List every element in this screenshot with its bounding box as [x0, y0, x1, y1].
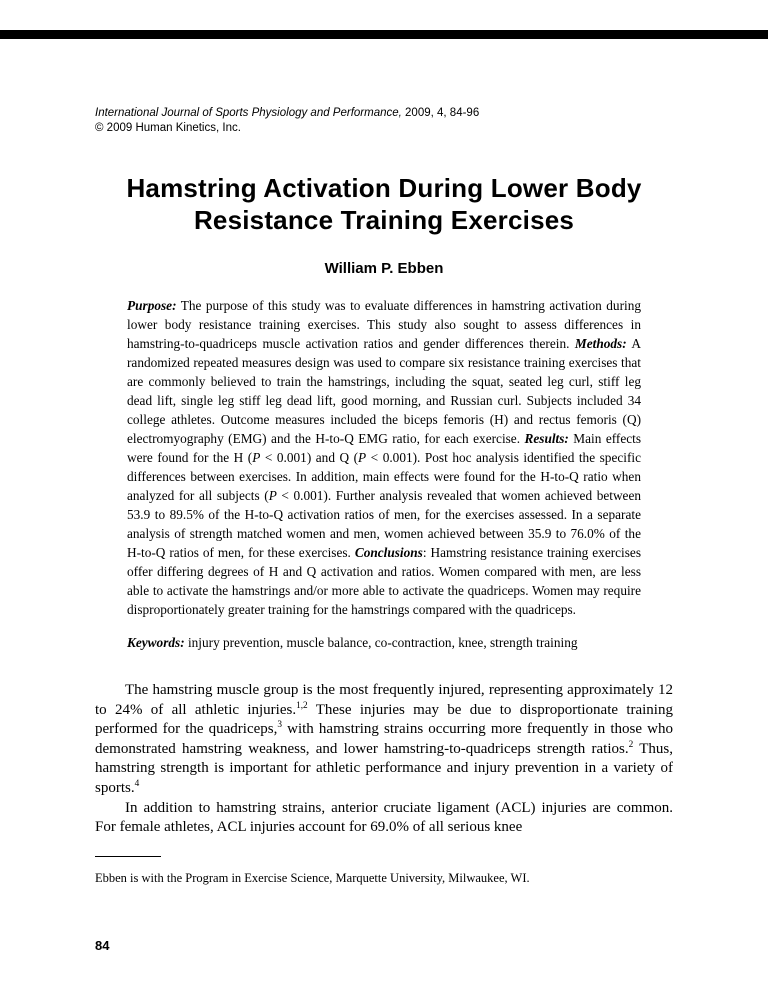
- keywords-line: Keywords: injury prevention, muscle balance, co-contraction, knee, strength training: [127, 635, 578, 650]
- footnote-text: Ebben is with the Program in Exercise Science, Marquette University, Milwaukee, WI.: [95, 871, 530, 885]
- journal-citation: International Journal of Sports Physiology and Performance, 2009, 4, 84-96: [95, 107, 480, 119]
- paper-title-line2: Resistance Training Exercises: [193, 205, 575, 235]
- page-number: 84: [95, 938, 110, 953]
- journal-header: [95, 106, 673, 136]
- copyright-line: © 2009 Human Kinetics, Inc.: [95, 122, 241, 134]
- paper-title: [0, 172, 768, 236]
- body-text: [95, 681, 673, 838]
- author-affiliation-footnote: [95, 856, 673, 886]
- body-paragraph-2: In addition to hamstring strains, anterior cruciate ligament (ACL) injuries are common. For female athletes, ACL injuries account for 69.0% of all serious knee: [95, 799, 673, 836]
- footnote-divider: [95, 856, 161, 857]
- author-name: William P. Ebben: [324, 260, 444, 277]
- abstract-section: [127, 296, 641, 652]
- abstract-paragraph: Purpose: The purpose of this study was to evaluate differences in hamstring activation during lower body resistance training exercises. This study also sought to assess differences in hamstring-to-quadriceps muscle activation ratios and gender differences therein. Methods: A randomized repeated measures design was used to compare six resistance training exercises that are commonly believed to train the hamstrings, including the squat, seated leg curl, stiff leg dead lift, single leg stiff leg dead lift, good morning, and Russian curl. Subjects included 34 college athletes. Outcome measures included the biceps femoris (H) and rectus femoris (Q) electromyography (EMG) and the H-to-Q EMG ratio, for each exercise. Results: Main effects were found for the H (P < 0.001) and Q (P < 0.001). Post hoc analysis identified the specific differences between exercises. In addition, main effects were found for the H-to-Q ratio when analyzed for all subjects (P < 0.001). Further analysis revealed that women achieved between 53.9 to 89.5% of the H-to-Q activation ratios of men, for the exercises assessed. In a separate analysis of strength matched women and men, women achieved between 35.9 to 76.0% of the H-to-Q ratios of men, for these exercises. Conclusions: Hamstring resistance training exercises offer differing degrees of H and Q activation and ratios. Women compared with men, are less able to activate the hamstrings and/or more able to activate the quadriceps. Women may require disproportionately greater training for the hamstrings compared with the quadriceps.: [127, 298, 642, 617]
- paper-title-line1: Hamstring Activation During Lower Body: [126, 173, 642, 203]
- body-paragraph-1: The hamstring muscle group is the most frequently injured, representing approximately 12 to 24% of all athletic injuries.$^{1,2}$ These injuries may be due to disproportionate training performed for the quadriceps,$^3$ with hamstring strains occurring more frequently in those who demonstrated hamstring weakness, and lower hamstring-to-quadriceps strength ratios.$^2$ Thus, hamstring strength is important for athletic performance and injury prevention in a variety of sports.$^4$: [95, 682, 673, 796]
- scan-artifact-bar: [0, 30, 768, 39]
